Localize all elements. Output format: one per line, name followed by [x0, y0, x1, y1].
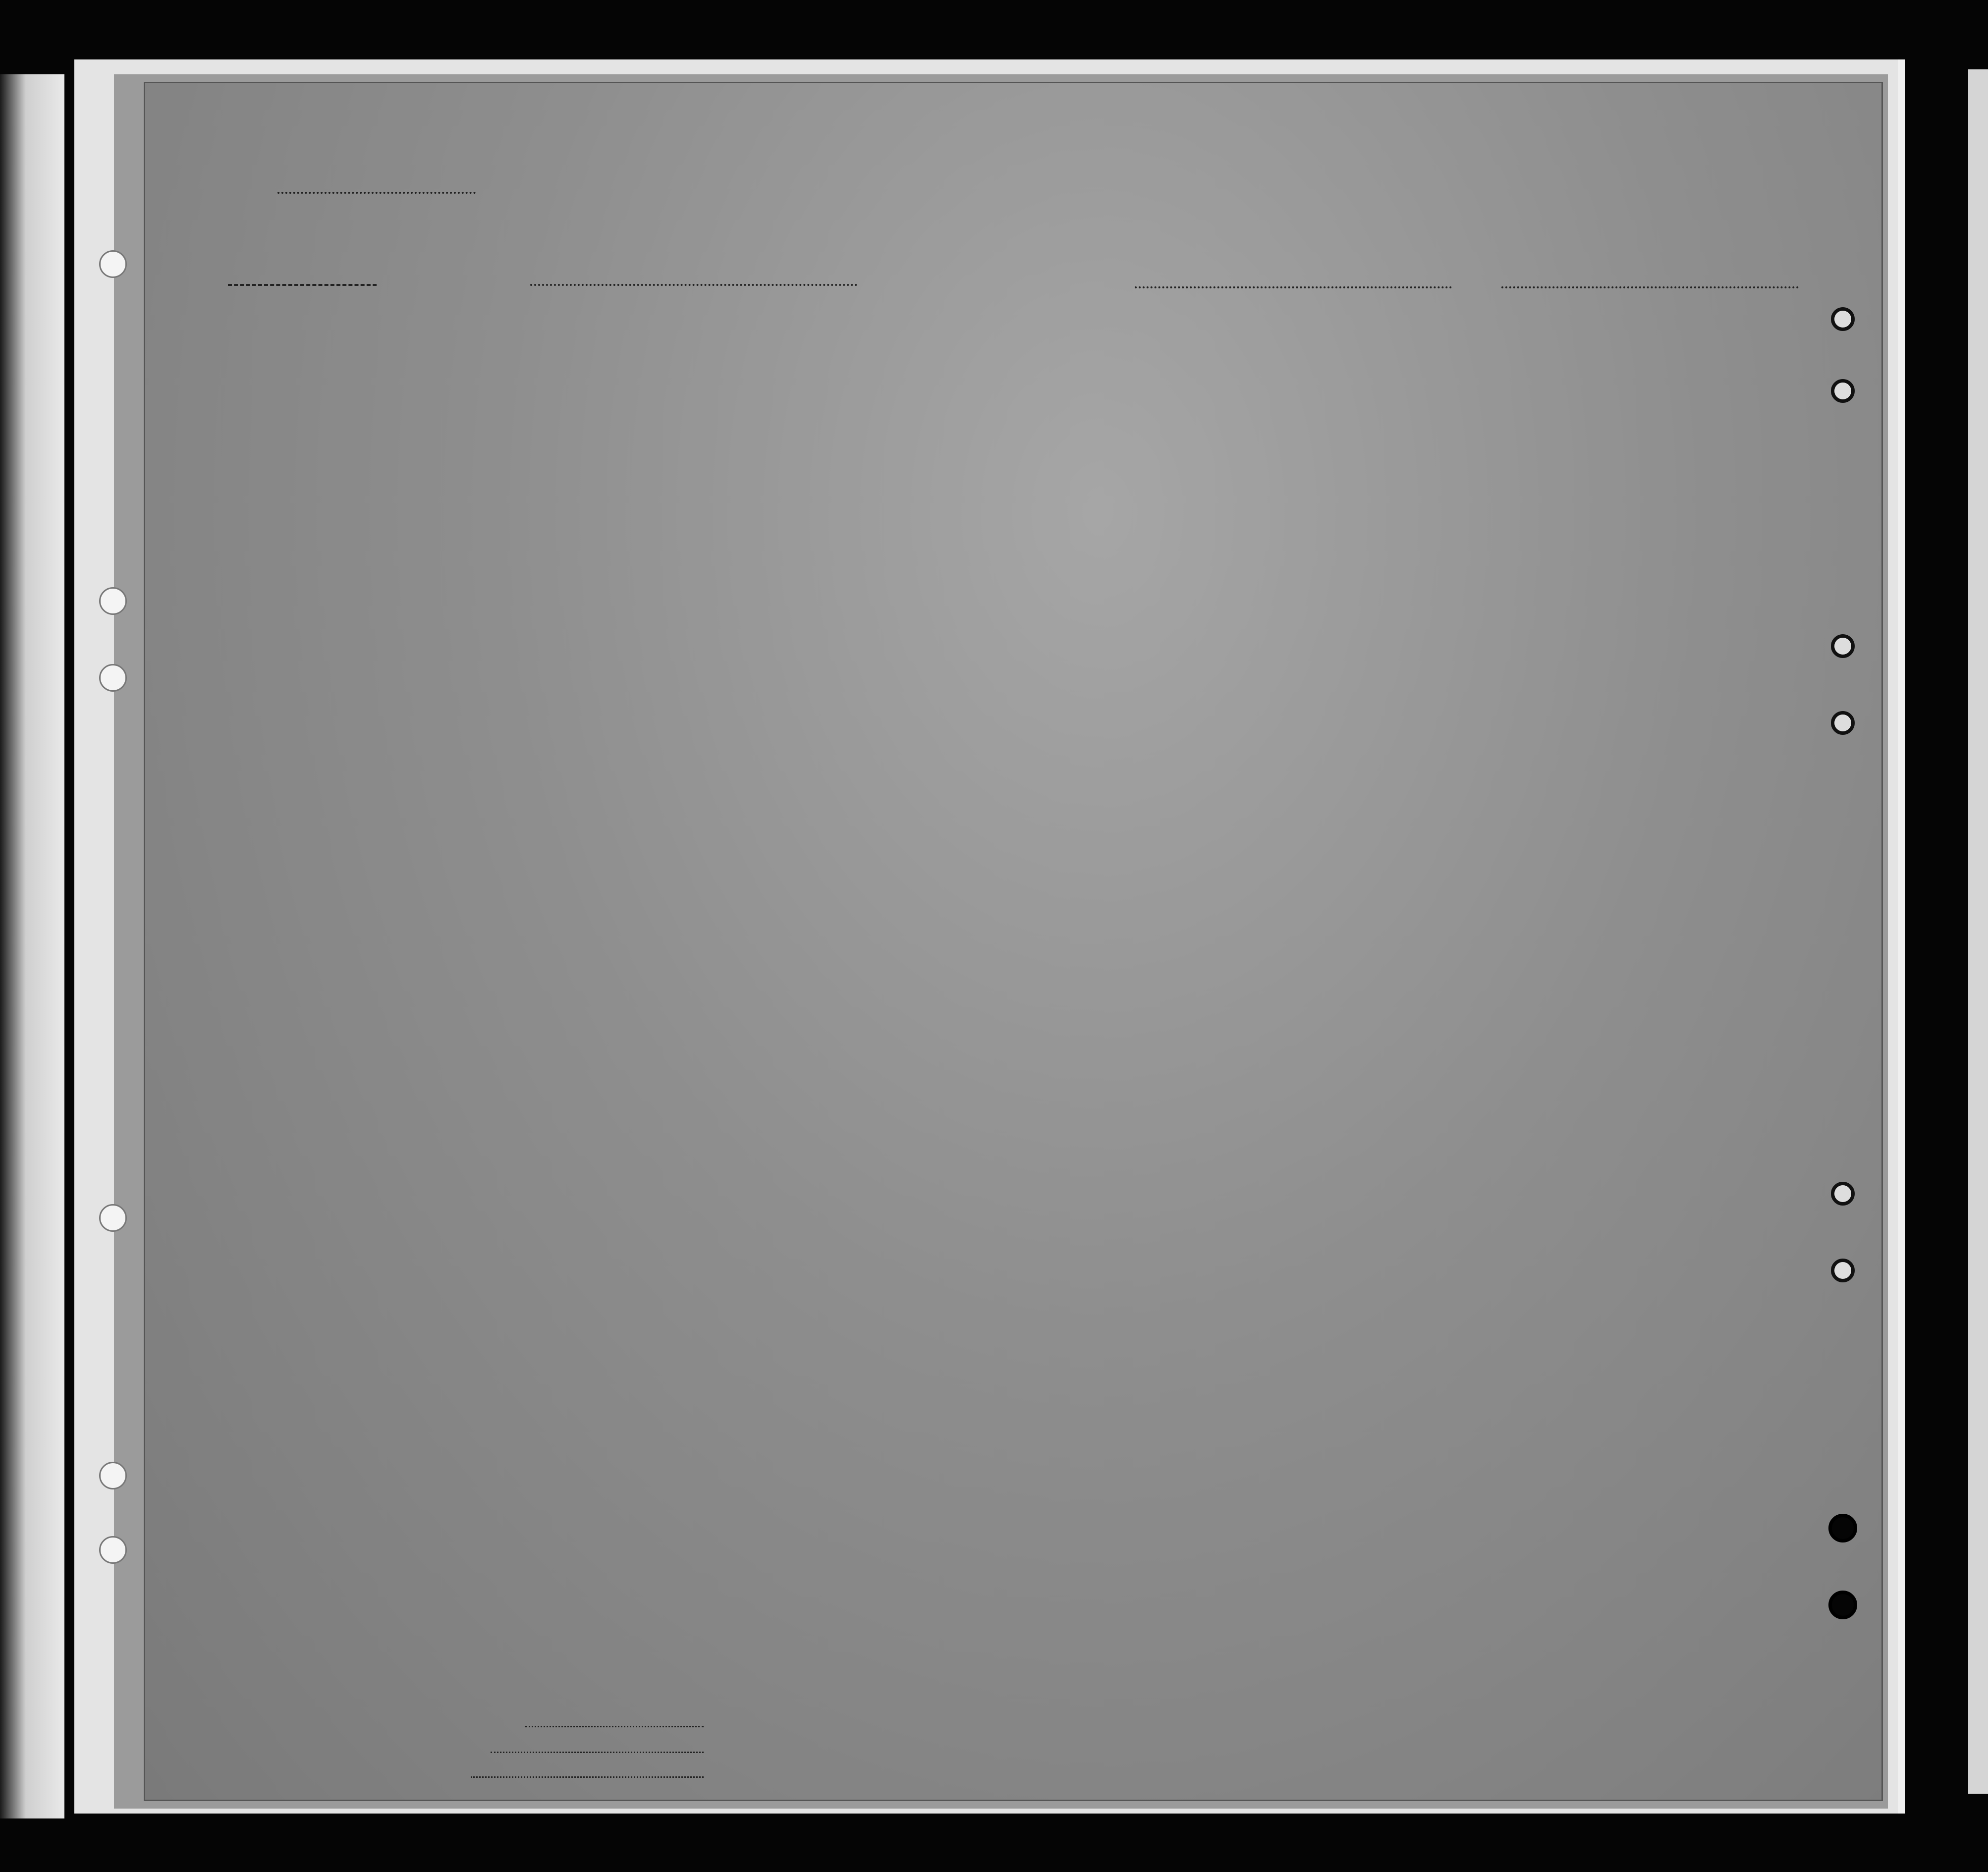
- punch-hole-icon: [1831, 307, 1855, 331]
- punch-hole-icon: [1831, 634, 1855, 658]
- aliens-leader: [471, 1776, 704, 1778]
- punch-hole-icon: [1828, 1591, 1857, 1619]
- total-passengers-leader: [525, 1726, 704, 1727]
- binder-clip-icon: [99, 250, 127, 278]
- binder-clip-icon: [99, 664, 127, 692]
- punch-hole-icon: [1828, 1514, 1857, 1542]
- punch-hole-icon: [1831, 1259, 1855, 1282]
- manifest-grid: [144, 82, 1883, 1801]
- punch-hole-icon: [1831, 711, 1855, 735]
- left-adjacent-sheet: [0, 74, 64, 1818]
- binder-clip-icon: [99, 1462, 127, 1489]
- punch-hole-icon: [1831, 379, 1855, 403]
- us-citizens-leader: [491, 1752, 704, 1753]
- binder-clip-icon: [99, 587, 127, 615]
- punch-hole-icon: [1831, 1182, 1855, 1206]
- manifest-page: [144, 82, 1883, 1801]
- binder-clip-icon: [99, 1536, 127, 1564]
- right-adjacent-sheet: [1968, 69, 1988, 1794]
- binder-clip-icon: [99, 1204, 127, 1232]
